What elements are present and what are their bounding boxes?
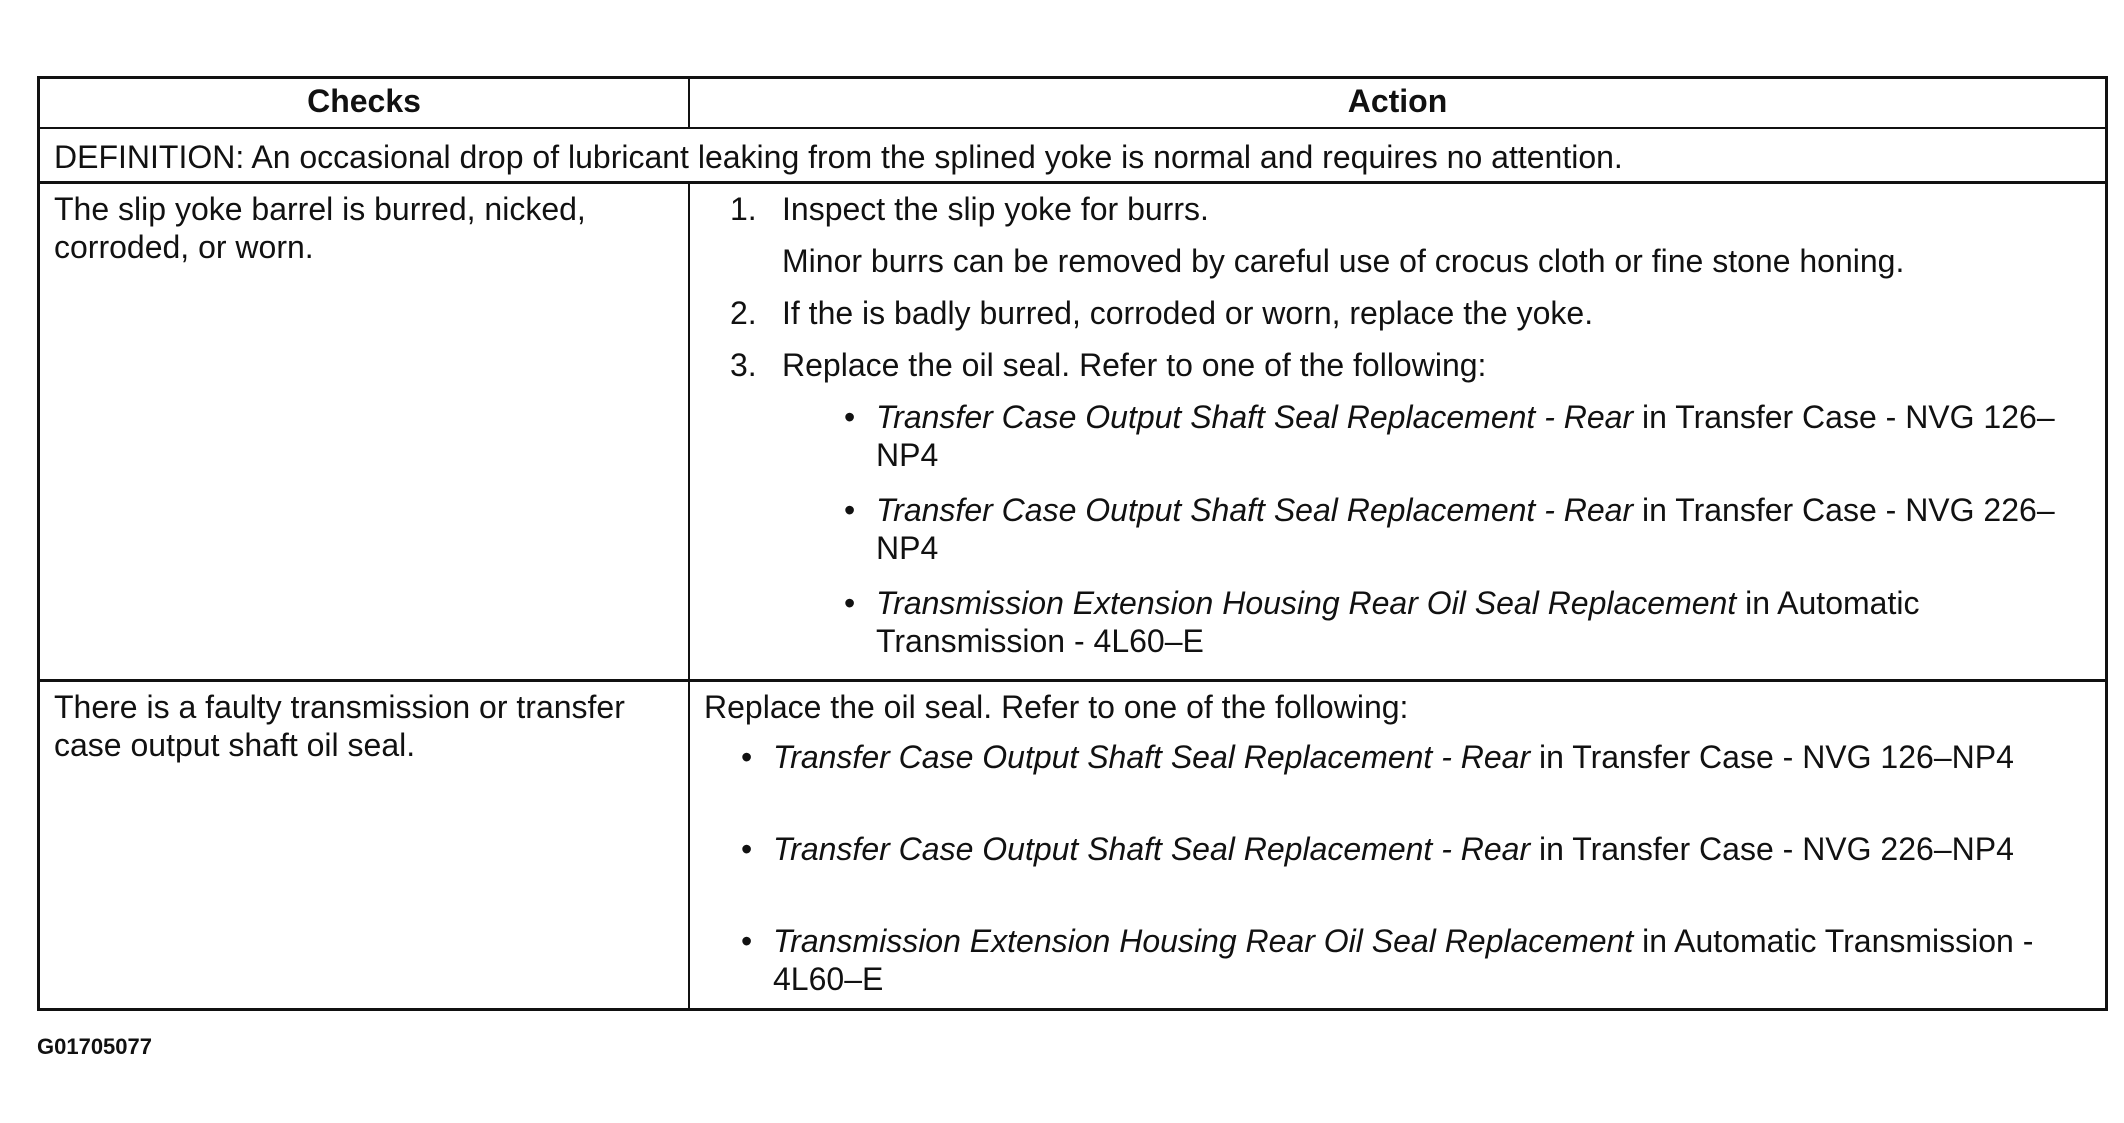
action-cell [690,184,2105,679]
reference-location: in Automatic Transmission - 4L60–E [773,923,2034,997]
bullet-icon: • [741,739,753,775]
bullet-icon: • [844,585,856,621]
reference-title: Transfer Case Output Shaft Seal Replacement - Rear [773,739,1531,775]
step-number: 1. [730,191,757,227]
action-intro: Replace the oil seal. Refer to one of the following: [704,689,1409,725]
bullet-icon: • [844,399,856,435]
table-header-row [40,79,2105,129]
bullet-icon: • [741,923,753,959]
reference-location: in Transfer Case - NVG 226–NP4 [1530,831,2014,867]
reference-title: Transfer Case Output Shaft Seal Replacement - Rear [876,399,1634,435]
figure-id: G01705077 [37,1034,152,1059]
reference-location: in Transfer Case - NVG 126–NP4 [1530,739,2014,775]
diagnostic-table [37,76,2108,1011]
step-text: Inspect the slip yoke for burrs. [782,191,1209,227]
bullet-icon: • [741,831,753,867]
reference-title: Transmission Extension Housing Rear Oil Seal Replacement [876,585,1737,621]
reference-location: in Transfer Case - NVG 126–NP4 [876,399,2055,473]
header-checks: Checks [40,79,690,127]
definition-row [40,129,2105,184]
bullet-icon: • [844,492,856,528]
reference-title: Transfer Case Output Shaft Seal Replacement - Rear [773,831,1531,867]
step-number: 2. [730,295,757,331]
step-text: If the is badly burred, corroded or worn, replace the yoke. [782,295,1594,331]
header-action: Action [1347,83,1448,119]
step-text: Replace the oil seal. Refer to one of the following: [782,347,1487,383]
table-row [40,682,2105,1011]
reference-location: in Automatic Transmission - 4L60–E [876,585,1920,659]
reference-location: in Transfer Case - NVG 226–NP4 [876,492,2055,566]
reference-title: Transmission Extension Housing Rear Oil Seal Replacement [773,923,1634,959]
check-cell: The slip yoke barrel is burred, nicked, corroded, or worn. [40,184,690,679]
step-text: Minor burrs can be removed by careful use of crocus cloth or fine stone honing. [782,243,1905,279]
table-row [40,184,2105,682]
check-cell: There is a faulty transmission or transfer case output shaft oil seal. [40,682,690,1011]
definition-text: DEFINITION: An occasional drop of lubricant leaking from the splined yoke is normal and requires no attention. [54,139,1623,175]
step-number: 3. [730,347,757,383]
action-cell [690,682,2105,1011]
reference-title: Transfer Case Output Shaft Seal Replacement - Rear [876,492,1634,528]
